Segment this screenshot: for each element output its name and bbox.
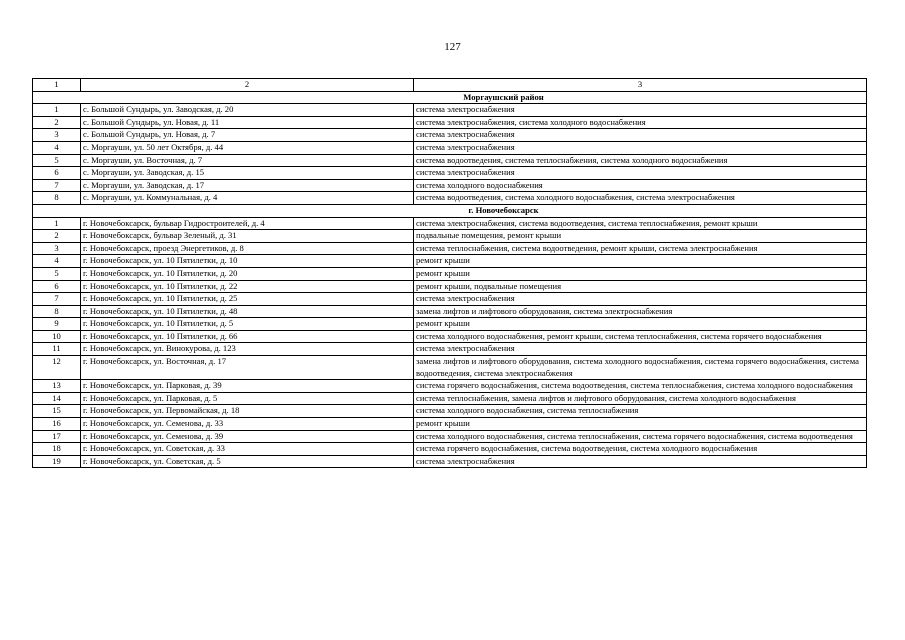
row-number-cell: 3 [33, 129, 81, 142]
row-number-cell: 8 [33, 192, 81, 205]
row-number-cell: 12 [33, 356, 81, 380]
works-cell: система холодного водоснабжения, система теплоснабжения [414, 405, 867, 418]
works-cell: ремонт крыши [414, 267, 867, 280]
table-row [33, 154, 867, 167]
row-number-cell: 11 [33, 343, 81, 356]
address-cell: г. Новочебоксарск, ул. Парковая, д. 5 [81, 392, 414, 405]
works-cell: ремонт крыши [414, 418, 867, 431]
works-cell: система горячего водоснабжения, система водоотведения, система холодного водоснабжения [414, 443, 867, 456]
table-row [33, 192, 867, 205]
table-row [33, 293, 867, 306]
row-number-cell: 7 [33, 179, 81, 192]
works-cell: система холодного водоснабжения [414, 179, 867, 192]
address-cell: г. Новочебоксарск, ул. 10 Пятилетки, д. 48 [81, 305, 414, 318]
address-cell: с. Моргауши, ул. Восточная, д. 7 [81, 154, 414, 167]
works-cell: система электроснабжения [414, 455, 867, 468]
column-number: 1 [33, 79, 81, 92]
address-cell: г. Новочебоксарск, ул. 10 Пятилетки, д. 5 [81, 318, 414, 331]
row-number-cell: 1 [33, 217, 81, 230]
works-cell: система водоотведения, система теплоснабжения, система холодного водоснабжения [414, 154, 867, 167]
row-number-cell: 2 [33, 230, 81, 243]
section-header-row [33, 91, 867, 104]
row-number-cell: 10 [33, 330, 81, 343]
table-row [33, 455, 867, 468]
table-row [33, 230, 867, 243]
address-cell: г. Новочебоксарск, ул. 10 Пятилетки, д. 25 [81, 293, 414, 306]
address-cell: г. Новочебоксарск, ул. Первомайская, д. 18 [81, 405, 414, 418]
works-table [32, 78, 867, 468]
works-cell: система электроснабжения [414, 129, 867, 142]
works-cell: ремонт крыши [414, 318, 867, 331]
row-number-cell: 4 [33, 255, 81, 268]
works-cell: система холодного водоснабжения, система теплоснабжения, система горячего водоснабжения, система водоотведения [414, 430, 867, 443]
works-cell: система электроснабжения [414, 104, 867, 117]
table-row [33, 418, 867, 431]
address-cell: с. Большой Сундырь, ул. Новая, д. 11 [81, 116, 414, 129]
row-number-cell: 16 [33, 418, 81, 431]
row-number-cell: 15 [33, 405, 81, 418]
row-number-cell: 19 [33, 455, 81, 468]
row-number-cell: 13 [33, 380, 81, 393]
table-row [33, 318, 867, 331]
works-cell: система электроснабжения [414, 141, 867, 154]
column-number: 2 [81, 79, 414, 92]
column-number-row [33, 79, 867, 92]
address-cell: г. Новочебоксарск, бульвар Гидростроителей, д. 4 [81, 217, 414, 230]
table-row [33, 267, 867, 280]
section-header-row [33, 204, 867, 217]
address-cell: с. Моргауши, ул. 50 лет Октября, д. 44 [81, 141, 414, 154]
table-row [33, 141, 867, 154]
page-number: 127 [444, 41, 461, 53]
address-cell: г. Новочебоксарск, ул. 10 Пятилетки, д. 10 [81, 255, 414, 268]
works-cell: система электроснабжения, система холодного водоснабжения [414, 116, 867, 129]
address-cell: г. Новочебоксарск, ул. Винокурова, д. 123 [81, 343, 414, 356]
address-cell: с. Большой Сундырь, ул. Заводская, д. 20 [81, 104, 414, 117]
row-number-cell: 8 [33, 305, 81, 318]
works-cell: система электроснабжения [414, 167, 867, 180]
row-number-cell: 9 [33, 318, 81, 331]
address-cell: г. Новочебоксарск, ул. Парковая, д. 39 [81, 380, 414, 393]
row-number-cell: 3 [33, 242, 81, 255]
address-cell: г. Новочебоксарск, ул. 10 Пятилетки, д. 20 [81, 267, 414, 280]
works-table-body [33, 79, 867, 468]
works-cell: ремонт крыши [414, 255, 867, 268]
table-row [33, 255, 867, 268]
works-cell: подвальные помещения, ремонт крыши [414, 230, 867, 243]
table-row [33, 104, 867, 117]
works-cell: система электроснабжения [414, 343, 867, 356]
address-cell: с. Большой Сундырь, ул. Новая, д. 7 [81, 129, 414, 142]
table-row [33, 167, 867, 180]
table-row [33, 392, 867, 405]
section-title: Моргаушский район [33, 91, 867, 104]
table-row [33, 305, 867, 318]
works-cell: замена лифтов и лифтового оборудования, система электроснабжения [414, 305, 867, 318]
works-cell: система теплоснабжения, система водоотведения, ремонт крыши, система электроснабжения [414, 242, 867, 255]
table-row [33, 217, 867, 230]
table-row [33, 356, 867, 380]
works-cell: ремонт крыши, подвальные помещения [414, 280, 867, 293]
table-row [33, 242, 867, 255]
table-row [33, 129, 867, 142]
address-cell: г. Новочебоксарск, ул. 10 Пятилетки, д. 22 [81, 280, 414, 293]
table-row [33, 179, 867, 192]
address-cell: г. Новочебоксарск, бульвар Зеленый, д. 31 [81, 230, 414, 243]
works-cell: система электроснабжения [414, 293, 867, 306]
address-cell: г. Новочебоксарск, ул. Семенова, д. 39 [81, 430, 414, 443]
row-number-cell: 14 [33, 392, 81, 405]
address-cell: с. Моргауши, ул. Коммунальная, д. 4 [81, 192, 414, 205]
table-row [33, 405, 867, 418]
row-number-cell: 17 [33, 430, 81, 443]
table-row [33, 280, 867, 293]
row-number-cell: 5 [33, 267, 81, 280]
works-cell: система электроснабжения, система водоотведения, система теплоснабжения, ремонт крыши [414, 217, 867, 230]
works-cell: система водоотведения, система холодного водоснабжения, система электроснабжения [414, 192, 867, 205]
row-number-cell: 4 [33, 141, 81, 154]
address-cell: г. Новочебоксарск, ул. 10 Пятилетки, д. 66 [81, 330, 414, 343]
works-cell: система холодного водоснабжения, ремонт крыши, система теплоснабжения, система горячего водоснабжения [414, 330, 867, 343]
works-cell: система теплоснабжения, замена лифтов и лифтового оборудования, система холодного водоснабжения [414, 392, 867, 405]
table-row [33, 330, 867, 343]
table-row [33, 430, 867, 443]
row-number-cell: 1 [33, 104, 81, 117]
table-row [33, 343, 867, 356]
section-title: г. Новочебоксарск [33, 204, 867, 217]
row-number-cell: 5 [33, 154, 81, 167]
address-cell: г. Новочебоксарск, ул. Советская, д. 5 [81, 455, 414, 468]
address-cell: г. Новочебоксарск, ул. Советская, д. 33 [81, 443, 414, 456]
row-number-cell: 2 [33, 116, 81, 129]
works-cell: замена лифтов и лифтового оборудования, система холодного водоснабжения, система горячего водоснабжения, система водоотведения, система электроснабжения [414, 356, 867, 380]
table-row [33, 380, 867, 393]
column-number: 3 [414, 79, 867, 92]
row-number-cell: 6 [33, 167, 81, 180]
works-cell: система горячего водоснабжения, система водоотведения, система теплоснабжения, система холодного водоснабжения [414, 380, 867, 393]
address-cell: с. Моргауши, ул. Заводская, д. 17 [81, 179, 414, 192]
address-cell: г. Новочебоксарск, проезд Энергетиков, д. 8 [81, 242, 414, 255]
row-number-cell: 18 [33, 443, 81, 456]
row-number-cell: 7 [33, 293, 81, 306]
table-row [33, 116, 867, 129]
table-row [33, 443, 867, 456]
address-cell: г. Новочебоксарск, ул. Восточная, д. 17 [81, 356, 414, 380]
address-cell: с. Моргауши, ул. Заводская, д. 15 [81, 167, 414, 180]
row-number-cell: 6 [33, 280, 81, 293]
address-cell: г. Новочебоксарск, ул. Семенова, д. 33 [81, 418, 414, 431]
